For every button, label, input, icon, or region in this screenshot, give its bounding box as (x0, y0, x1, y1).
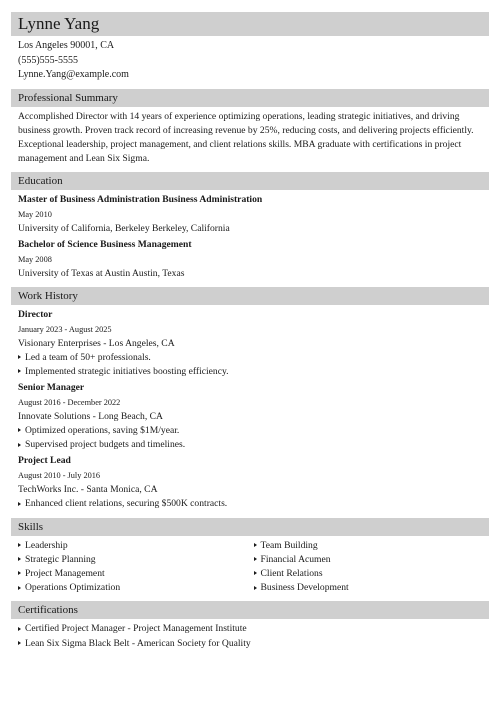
bullet-icon (18, 369, 21, 373)
job-bullets (18, 497, 489, 511)
list-item (254, 581, 490, 595)
skill-text: Strategic Planning (25, 553, 96, 565)
bullet-text: Optimized operations, saving $1M/year. (25, 424, 180, 436)
list-item (254, 539, 490, 553)
list-item (18, 539, 254, 553)
skill-text: Business Development (260, 582, 349, 594)
section-header-skills: Skills (11, 518, 489, 536)
bullet-text: Supervised project budgets and timelines. (25, 439, 186, 451)
job-dates: August 2010 - July 2016 (18, 471, 101, 481)
contact-phone: (555)555-5555 (18, 54, 78, 66)
list-item (18, 553, 254, 567)
job-company: Innovate Solutions - Long Beach, CA (18, 410, 163, 422)
job-title: Project Lead (18, 455, 71, 467)
contact-block (11, 36, 489, 83)
list-item (18, 637, 489, 651)
skills-column-right (254, 539, 490, 596)
certification-bullets (18, 622, 489, 650)
bullet-icon (18, 627, 21, 631)
skills-grid (11, 536, 489, 596)
list-item (18, 497, 489, 511)
certification-text: Lean Six Sigma Black Belt - American Society for Quality (25, 637, 251, 649)
skill-text: Team Building (260, 539, 318, 551)
summary-text: Accomplished Director with 14 years of experience optimizing operations, leading strategic initiatives, and driving business growth. Proven track record of increasing revenue by 25%, reducing costs, and delivering projects efficiently. Exceptional leadership, project management, and client relations skills. MBA graduate with certifications in project management and Lean Six Sigma. (18, 110, 474, 164)
bullet-icon (254, 557, 257, 561)
education-school: University of Texas at Austin Austin, Texas (18, 267, 185, 279)
certifications-list (11, 619, 489, 650)
job-title: Senior Manager (18, 381, 85, 393)
skills-column-left (18, 539, 254, 596)
skill-text: Operations Optimization (25, 582, 121, 594)
education-date: May 2008 (18, 254, 52, 264)
certification-text: Certified Project Manager - Project Management Institute (25, 623, 247, 635)
section-header-work: Work History (11, 287, 489, 305)
education-school: University of California, Berkeley Berkeley, California (18, 222, 230, 234)
skill-text: Leadership (25, 539, 68, 551)
bullet-icon (18, 557, 21, 561)
section-header-education: Education (11, 172, 489, 190)
list-item (18, 351, 489, 365)
contact-address: Los Angeles 90001, CA (18, 40, 115, 51)
section-header-certifications: Certifications (11, 601, 489, 619)
bullet-icon (18, 586, 21, 590)
contact-email: Lynne.Yang@example.com (18, 69, 129, 80)
bullet-icon (18, 428, 21, 432)
job-company: TechWorks Inc. - Santa Monica, CA (18, 484, 158, 496)
list-item (18, 365, 489, 379)
list-item (254, 553, 490, 567)
job-bullets (18, 351, 489, 379)
bullet-text: Led a team of 50+ professionals. (25, 351, 151, 363)
section-header-summary: Professional Summary (11, 89, 489, 107)
list-item (254, 567, 490, 581)
bullet-icon (18, 543, 21, 547)
bullet-text: Implemented strategic initiatives boosting efficiency. (25, 365, 229, 377)
list-item (18, 622, 489, 636)
bullet-icon (254, 543, 257, 547)
job-bullets (18, 424, 489, 452)
list-item (18, 567, 254, 581)
bullet-icon (18, 641, 21, 645)
bullet-icon (18, 355, 21, 359)
candidate-name: Lynne Yang (11, 12, 489, 36)
skill-text: Client Relations (260, 567, 323, 579)
list-item (18, 581, 254, 595)
education-degree: Bachelor of Science Business Management (18, 238, 192, 250)
job-company: Visionary Enterprises - Los Angeles, CA (18, 337, 175, 349)
education-list (11, 190, 489, 281)
bullet-icon (254, 571, 257, 575)
job-dates: January 2023 - August 2025 (18, 324, 112, 334)
job-dates: August 2016 - December 2022 (18, 397, 121, 407)
skill-text: Financial Acumen (260, 553, 331, 565)
bullet-icon (18, 443, 21, 447)
list-item (18, 438, 489, 452)
bullet-icon (18, 502, 21, 506)
bullet-text: Enhanced client relations, securing $500K contracts. (25, 498, 228, 510)
skill-text: Project Management (25, 567, 105, 579)
bullet-icon (18, 571, 21, 575)
work-list (11, 305, 489, 512)
list-item (18, 424, 489, 438)
bullet-icon (254, 586, 257, 590)
education-date: May 2010 (18, 209, 52, 219)
education-degree: Master of Business Administration Business Administration (18, 193, 263, 205)
job-title: Director (18, 308, 53, 320)
